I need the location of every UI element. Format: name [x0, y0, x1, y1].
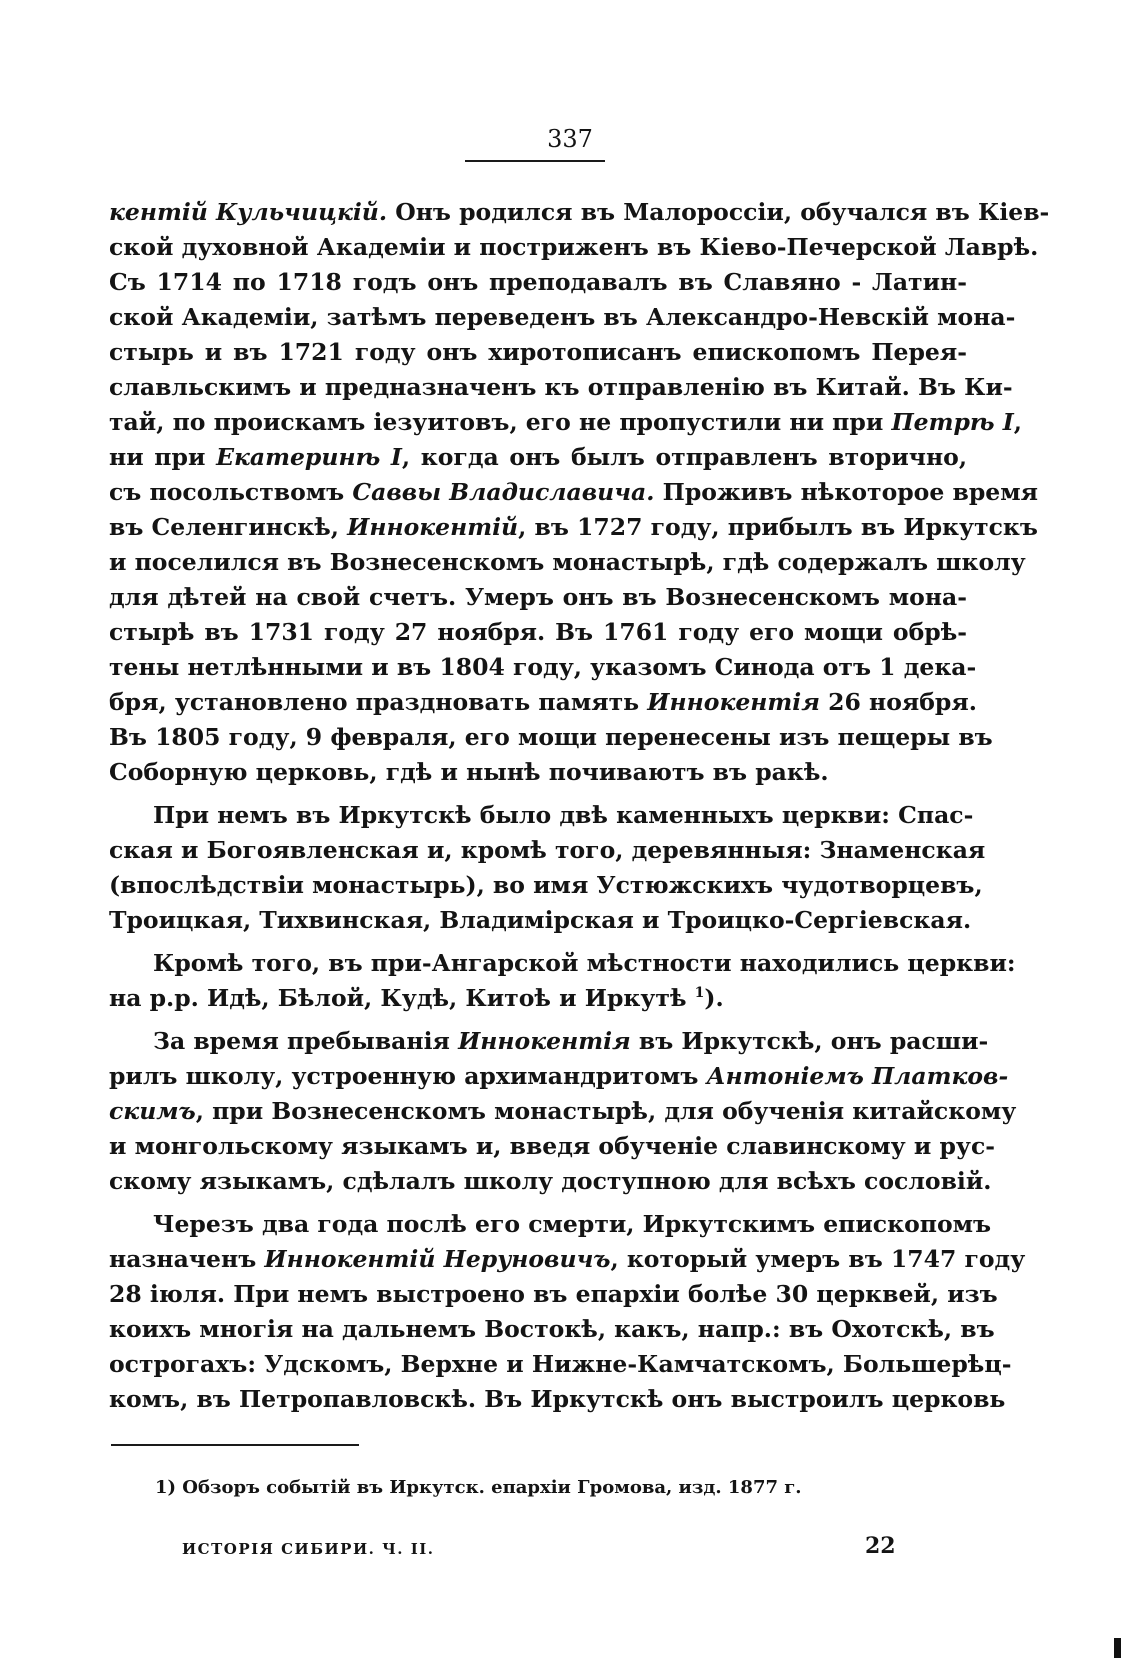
- text-line: [109, 981, 967, 1016]
- text-run: рилъ школу, устроенную архимандритомъ: [109, 1062, 707, 1090]
- text-line: [109, 300, 1016, 335]
- text-line: [109, 1312, 995, 1347]
- text-line: [109, 650, 977, 685]
- text-line: [109, 868, 983, 903]
- italic-name: Саввы Владиславича.: [352, 478, 655, 506]
- text-line: [109, 833, 986, 868]
- text-run: комъ, въ Петропавловскѣ. Въ Иркутскѣ онъ выстроилъ церковь: [109, 1385, 1006, 1413]
- text-run: При немъ въ Иркутскѣ было двѣ каменныхъ церкви: Спас-: [153, 801, 974, 829]
- signature-mark: ИСТОРІЯ СИБИРИ. Ч. II.: [182, 1540, 435, 1558]
- page-number-rule: [465, 160, 605, 162]
- text-run: тай, по проискамъ іезуитовъ, его не пропустили ни при: [109, 408, 892, 436]
- italic-name: Петрѣ I: [891, 408, 1014, 436]
- text-body: [109, 195, 1050, 1417]
- italic-name: Антоніемъ Платков-: [706, 1062, 1009, 1090]
- footnote: 1) Обзоръ событій въ Иркутск. епархіи Громова, изд. 1877 г.: [155, 1477, 802, 1498]
- italic-name: Иннокентій: [347, 513, 519, 541]
- text-run: , который умеръ въ 1747 году: [610, 1245, 1026, 1273]
- text-line: [109, 903, 972, 938]
- text-line: [109, 615, 967, 650]
- text-line: [109, 1094, 1017, 1129]
- text-run: Троицкая, Тихвинская, Владимірская и Троицко-Сергіевская.: [109, 906, 972, 934]
- text-run: (впослѣдствіи монастырь), во имя Устюжскихъ чудотворцевъ,: [109, 871, 983, 899]
- text-run: ская и Богоявленская и, кромѣ того, деревянныя: Знаменская: [109, 836, 986, 864]
- text-run: ской Академіи, затѣмъ переведенъ въ Александро-Невскій мона-: [109, 303, 1016, 331]
- text-line: [109, 580, 967, 615]
- text-run: Въ 1805 году, 9 февраля, его мощи перенесены изъ пещеры въ: [109, 723, 993, 751]
- text-run: , когда онъ былъ отправленъ вторично,: [401, 443, 968, 471]
- text-line: [109, 475, 1038, 510]
- text-run: на р.р. Идѣ, Бѣлой, Кудѣ, Китоѣ и Иркутѣ: [109, 984, 695, 1012]
- page-number: 337: [547, 125, 593, 153]
- italic-name: Иннокентія: [458, 1027, 631, 1055]
- text-line: [109, 510, 1038, 545]
- text-line: [109, 370, 1013, 405]
- text-line: [109, 1242, 1026, 1277]
- text-run: ,: [1013, 408, 1022, 436]
- text-run: острогахъ: Удскомъ, Верхне и Нижне-Камчатскомъ, Большерѣц-: [109, 1350, 1012, 1378]
- text-run: стырь и въ 1721 году онъ хиротописанъ епископомъ Перея-: [109, 338, 967, 366]
- text-line: [109, 1277, 998, 1312]
- text-line: [109, 1207, 992, 1242]
- text-run: назначенъ: [109, 1245, 265, 1273]
- text-run: и монгольскому языкамъ и, введя обученіе славинскому и рус-: [109, 1132, 996, 1160]
- text-run: коихъ многія на дальнемъ Востокѣ, какъ, напр.: въ Охотскѣ, въ: [109, 1315, 995, 1343]
- text-line: [109, 1059, 1009, 1094]
- text-line: [109, 685, 977, 720]
- text-line: [109, 720, 993, 755]
- text-line: [109, 798, 974, 833]
- text-line: [109, 230, 1039, 265]
- text-run: ской духовной Академіи и постриженъ въ Кіево-Печерской Лаврѣ.: [109, 233, 1039, 261]
- text-run: въ Селенгинскѣ,: [109, 513, 348, 541]
- text-run: съ посольствомъ: [109, 478, 353, 506]
- text-run: для дѣтей на свой счетъ. Умеръ онъ въ Вознесенскомъ мона-: [109, 583, 967, 611]
- text-line: [109, 195, 1050, 230]
- text-run: ни при: [109, 443, 217, 471]
- text-line: [109, 1024, 989, 1059]
- text-line: [109, 1347, 1012, 1382]
- text-run: За время пребыванія: [153, 1027, 459, 1055]
- footnote-marker: 1: [694, 985, 705, 1001]
- text-run: ).: [704, 984, 724, 1012]
- text-line: [109, 755, 967, 790]
- text-line: [109, 265, 967, 300]
- text-line: [109, 405, 1022, 440]
- italic-name: Иннокентій Неруновичъ: [264, 1245, 611, 1273]
- text-run: бря, установлено праздновать память: [109, 688, 648, 716]
- footnote-rule: [111, 1444, 359, 1446]
- text-line: [109, 946, 1016, 981]
- text-run: 26 ноября.: [819, 688, 977, 716]
- italic-name: кентій Кульчицкій.: [109, 198, 388, 226]
- text-line: [109, 1382, 1006, 1417]
- text-line: [109, 545, 1026, 580]
- italic-name: Екатеринѣ I: [216, 443, 402, 471]
- text-run: Соборную церковь, гдѣ и нынѣ почиваютъ въ ракѣ.: [109, 758, 829, 786]
- text-run: скому языкамъ, сдѣлалъ школу доступною для всѣхъ сословій.: [109, 1167, 992, 1195]
- text-run: Проживъ нѣкоторое время: [654, 478, 1038, 506]
- text-run: Съ 1714 по 1718 годъ онъ преподавалъ въ Славяно - Латин-: [109, 268, 967, 296]
- text-run: , при Вознесенскомъ монастырѣ, для обученія китайскому: [195, 1097, 1017, 1125]
- text-line: [109, 440, 967, 475]
- text-line: [109, 1129, 996, 1164]
- text-run: и поселился въ Вознесенскомъ монастырѣ, гдѣ содержалъ школу: [109, 548, 1026, 576]
- italic-name: Иннокентія: [647, 688, 820, 716]
- text-run: стырѣ въ 1731 году 27 ноября. Въ 1761 году его мощи обрѣ-: [109, 618, 967, 646]
- signature-number: 22: [865, 1533, 896, 1559]
- text-run: славльскимъ и предназначенъ къ отправленію въ Китай. Въ Ки-: [109, 373, 1013, 401]
- text-run: Черезъ два года послѣ его смерти, Иркутскимъ епископомъ: [153, 1210, 992, 1238]
- text-run: въ Иркутскѣ, онъ расши-: [630, 1027, 989, 1055]
- text-run: Онъ родился въ Малороссіи, обучался въ Кіев-: [387, 198, 1050, 226]
- text-run: , въ 1727 году, прибылъ въ Иркутскъ: [518, 513, 1038, 541]
- text-line: [109, 335, 967, 370]
- scan-mark: [1114, 1638, 1121, 1658]
- text-run: 28 іюля. При немъ выстроено въ епархіи болѣе 30 церквей, изъ: [109, 1280, 998, 1308]
- text-run: Кромѣ того, въ при-Ангарской мѣстности находились церкви:: [153, 949, 1016, 977]
- text-line: [109, 1164, 992, 1199]
- text-run: тены нетлѣнными и въ 1804 году, указомъ Синода отъ 1 дека-: [109, 653, 977, 681]
- italic-name: скимъ: [109, 1097, 196, 1125]
